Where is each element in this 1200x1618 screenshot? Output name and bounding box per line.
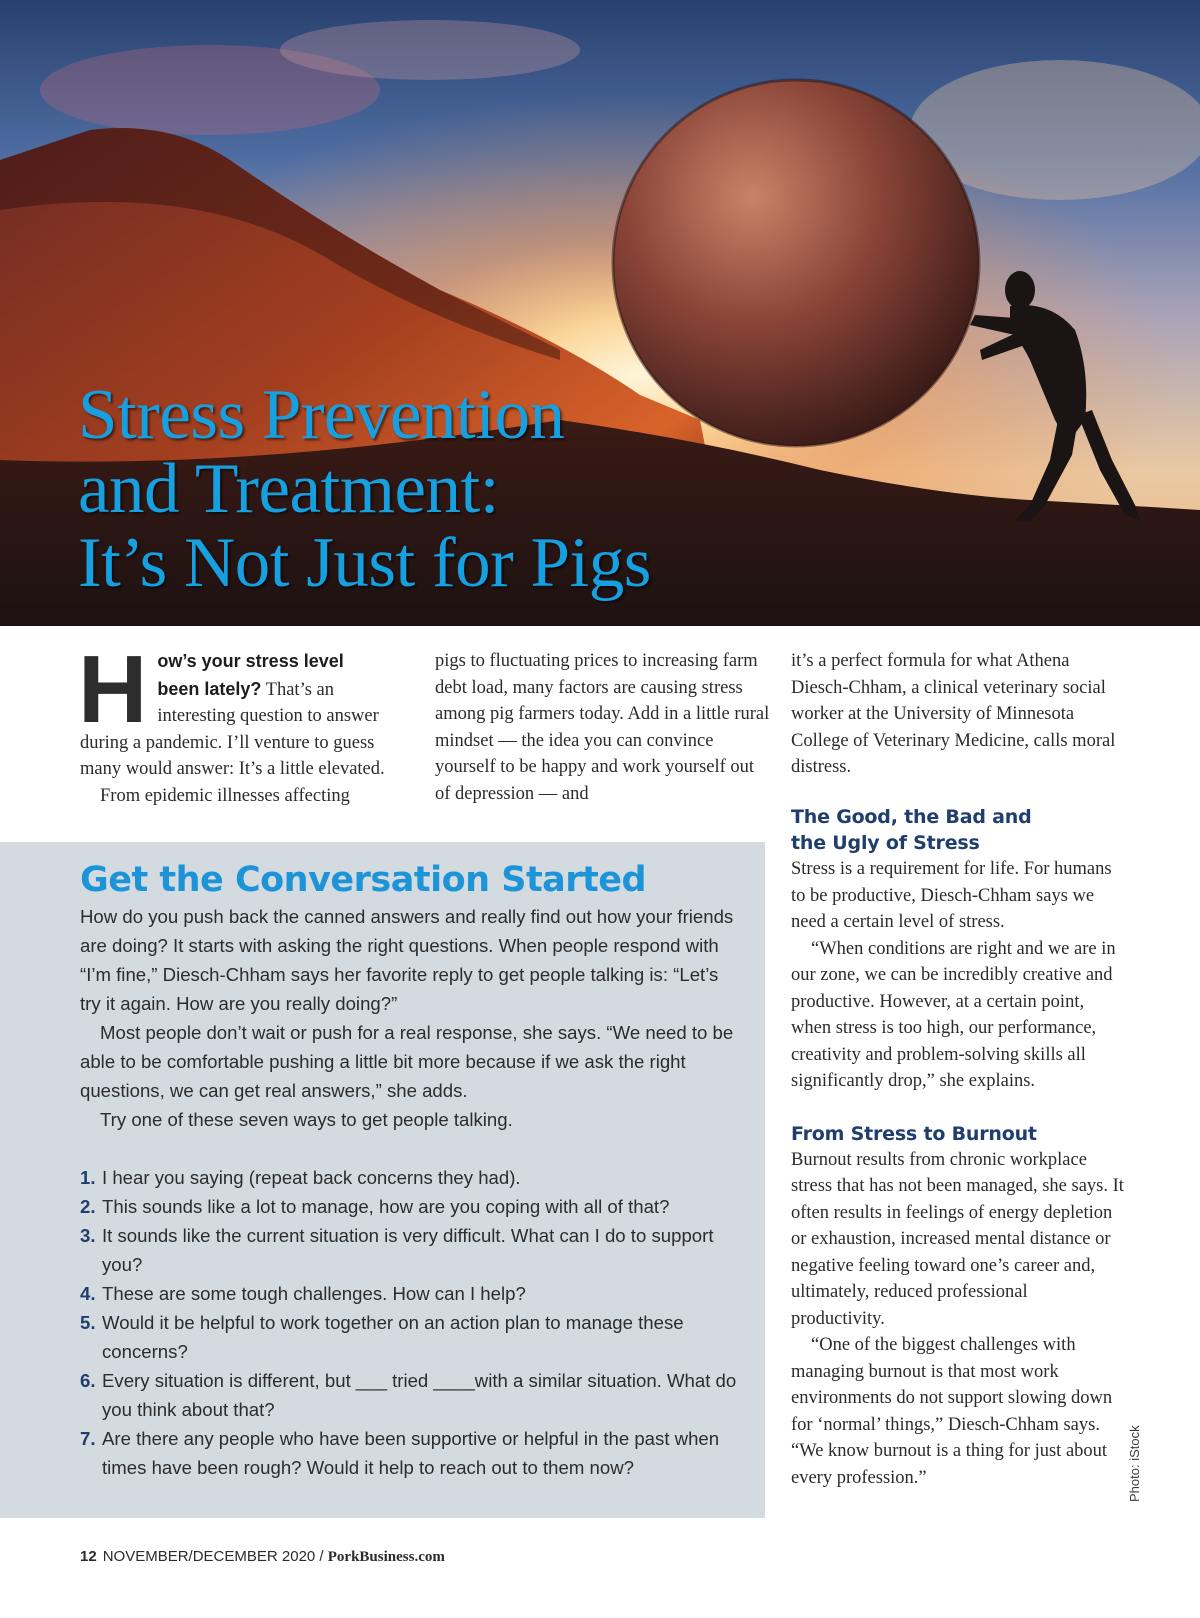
intro-column-3 bbox=[791, 648, 1126, 781]
section-heading-good-bad bbox=[791, 804, 1126, 856]
page-number: 12 bbox=[80, 1548, 97, 1565]
photo-credit: Photo: iStock bbox=[1127, 1425, 1142, 1502]
sidebar-paragraph-3: Try one of these seven ways to get people talking. bbox=[100, 1109, 513, 1130]
drop-cap: H bbox=[78, 636, 148, 743]
list-number: 6. bbox=[80, 1370, 96, 1391]
good-bad-paragraph-1: Stress is a requirement for life. For humans to be productive, Diesch-Chham says we need a certain level of stress. bbox=[791, 859, 1112, 932]
sidebar-body bbox=[80, 902, 740, 1482]
burnout-paragraph-2: “One of the biggest challenges with managing burnout is that most work environments do not support slowing down for ‘normal’ things,” Diesch-Chham says. “We know burnout is a thing for just about every profession.” bbox=[791, 1335, 1113, 1488]
sidebar-paragraph-2: Most people don’t wait or push for a real response, she says. “We need to be able to be comfortable pushing a little bit more because if we ask the right questions, we can get real answers,” she adds. bbox=[80, 1022, 734, 1101]
list-text: I hear you saying (repeat back concerns they had). bbox=[102, 1167, 521, 1188]
page-title bbox=[78, 378, 651, 600]
title-line-1: Stress Prevention bbox=[78, 376, 565, 454]
list-number: 3. bbox=[80, 1225, 96, 1246]
hero-photo bbox=[0, 0, 1200, 626]
lead-question: ow’s your stress level been lately? bbox=[157, 651, 344, 699]
right-column bbox=[791, 804, 1126, 1491]
page-footer bbox=[80, 1548, 445, 1566]
section-heading-burnout: From Stress to Burnout bbox=[791, 1122, 1037, 1145]
intro-paragraph-1 bbox=[78, 636, 385, 783]
list-number: 7. bbox=[80, 1428, 96, 1449]
heading-line-1: The Good, the Bad and bbox=[791, 806, 1032, 828]
list-number: 4. bbox=[80, 1283, 96, 1304]
list-item bbox=[80, 1221, 740, 1279]
sidebar-title: Get the Conversation Started bbox=[80, 860, 647, 900]
list-text: It sounds like the current situation is very difficult. What can I do to support you? bbox=[102, 1225, 714, 1275]
title-line-2: and Treatment: bbox=[78, 450, 499, 528]
intro-paragraph-2: From epidemic illnesses affecting bbox=[100, 785, 350, 806]
tips-list bbox=[80, 1163, 740, 1482]
intro-paragraph-2-end: it’s a perfect formula for what Athena Diesch-Chham, a clinical veterinary social worker at the University of Minnesota College of Veterinary Medicine, calls moral distress. bbox=[791, 651, 1116, 777]
list-item bbox=[80, 1163, 740, 1192]
burnout-paragraph-1: Burnout results from chronic workplace stress that has not been managed, she says. It often results in feelings of energy depletion or exhaustion, increased mental distance or negative feeling toward one’s career and, ultimately, reduced professional productivity. bbox=[791, 1149, 1124, 1329]
list-number: 2. bbox=[80, 1196, 96, 1217]
list-text: Are there any people who have been supportive or helpful in the past when times have been rough? Would it help to reach out to them now? bbox=[102, 1428, 720, 1478]
intro-column-2 bbox=[435, 648, 770, 807]
list-text: Every situation is different, but ___ tried ____with a similar situation. What do you think about that? bbox=[102, 1370, 737, 1420]
list-item bbox=[80, 1366, 740, 1424]
list-item bbox=[80, 1424, 740, 1482]
list-number: 5. bbox=[80, 1312, 96, 1333]
list-item bbox=[80, 1192, 740, 1221]
good-bad-paragraph-2: “When conditions are right and we are in our zone, we can be incredibly creative and productive. However, at a certain point, when stress is too high, our performance, creativity and problem-solving skills all significantly drop,” she explains. bbox=[791, 938, 1116, 1091]
intro-paragraph-1-rest: That’s an interesting question to answer during a pandemic. I’ll venture to guess many would answer: It’s a little elevated. bbox=[80, 679, 385, 779]
sidebar-paragraph-1: How do you push back the canned answers and really find out how your friends are doing? It starts with asking the right questions. When people respond with “I’m fine,” Diesch-Chham says her favorite reply to get people talking is: “Let’s try it again. How are you really doing?” bbox=[80, 906, 734, 1014]
list-text: This sounds like a lot to manage, how are you coping with all of that? bbox=[102, 1196, 670, 1217]
list-number: 1. bbox=[80, 1167, 96, 1188]
intro-column-1 bbox=[78, 636, 385, 809]
list-item bbox=[80, 1308, 740, 1366]
site-name: PorkBusiness.com bbox=[327, 1549, 445, 1565]
list-text: These are some tough challenges. How can I help? bbox=[102, 1283, 526, 1304]
issue-date: NOVEMBER/DECEMBER 2020 / bbox=[102, 1548, 324, 1565]
list-text: Would it be helpful to work together on an action plan to manage these concerns? bbox=[102, 1312, 684, 1362]
heading-line-2: the Ugly of Stress bbox=[791, 832, 980, 854]
title-line-3: It’s Not Just for Pigs bbox=[78, 524, 651, 602]
intro-paragraph-2-cont: pigs to fluctuating prices to increasing farm debt load, many factors are causing stress among pig farmers today. Add in a little rural mindset — the idea you can convince yourself to be happy and work yourself out of depression — and bbox=[435, 651, 770, 804]
list-item bbox=[80, 1279, 740, 1308]
